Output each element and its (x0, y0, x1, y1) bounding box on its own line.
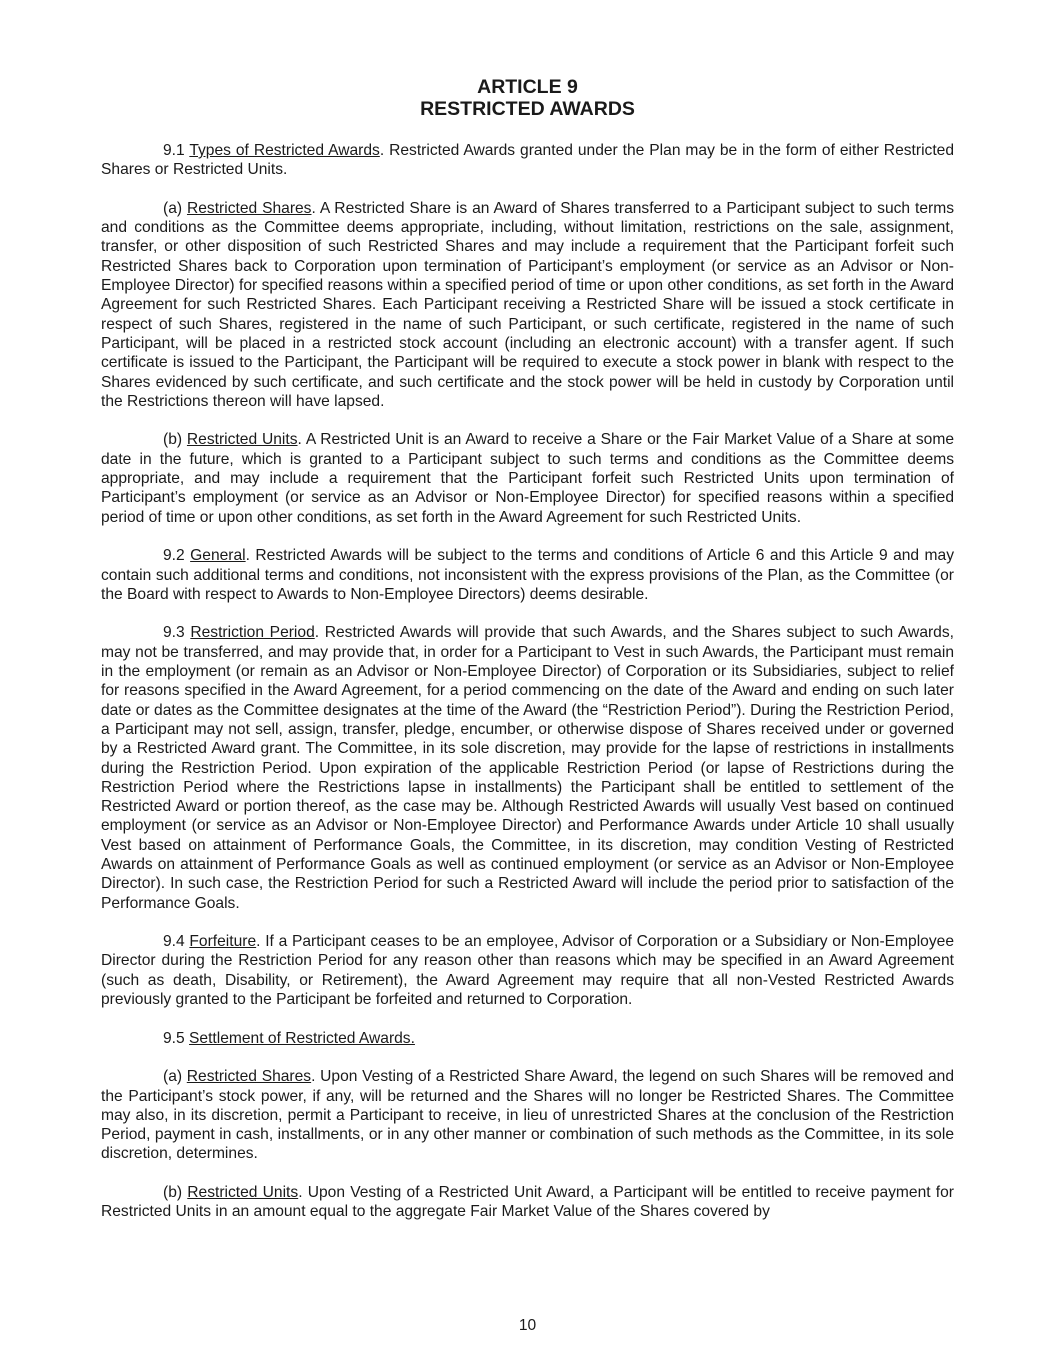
document-body (101, 141, 954, 1241)
section-text: . A Restricted Share is an Award of Shares transferred to a Participant subject to such terms and conditions as the Committee deems appropriate, including, without limitation, restrictions on the sale, assignment, transfer, or other disposition of such Restricted Shares and may include a requirement that the Participant forfeit such Restricted Shares back to Corporation upon termination of Participant’s employment (or service as an Advisor or Non-Employee Director) for specified reasons within a specified period of time or upon other conditions, as set forth in the Award Agreement for such Restricted Shares. Each Participant receiving a Restricted Share will be issued a stock certificate in respect of such Shares, registered in the name of such Participant, or such certificate, registered in the name of such Participant, will be placed in a restricted stock account (including an electronic account) with a transfer agent. If such certificate is issued to the Participant, the Participant will be required to execute a stock power in blank with respect to the Shares evidenced by such certificate, and such certificate and the stock power will be held in custody by Corporation until the Restrictions thereon will have lapsed. (101, 199, 954, 410)
section-9-2-paragraph (101, 546, 954, 604)
section-number: (a) (163, 1068, 187, 1086)
article-number: ARTICLE 9 (477, 76, 578, 98)
section-heading: Forfeiture (189, 933, 257, 951)
section-9-5-a-paragraph (101, 1067, 954, 1163)
article-title: RESTRICTED AWARDS (420, 98, 635, 120)
section-9-1-a-paragraph (101, 199, 954, 411)
section-text: . Restricted Awards will be subject to the terms and conditions of Article 6 and this Article 9 and may contain such additional terms and conditions, not inconsistent with the express provisions of the Plan, as the Committee (or the Board with respect to Awards to Non-Employee Directors) deems desirable. (101, 547, 955, 603)
section-heading: Restricted Shares (186, 199, 312, 217)
section-number: 9.5 (163, 1029, 190, 1047)
section-number: (a) (163, 199, 187, 217)
section-number: 9.4 (163, 933, 190, 951)
section-9-5-b-paragraph (101, 1183, 954, 1222)
section-heading: General (190, 547, 246, 565)
section-9-3-paragraph (101, 623, 954, 912)
section-9-1-paragraph (101, 141, 954, 180)
section-number: 9.1 (163, 142, 190, 159)
section-9-1-b-paragraph (101, 430, 954, 526)
section-text: . Upon Vesting of a Restricted Share Award, the legend on such Shares will be removed and the Participant’s stock power, if any, will be returned and the Shares will no longer be Restricted Shares. The Committee may also, in its discretion, permit a Participant to receive, in lieu of unrestricted Shares at the conclusion of the Restriction Period, payment in cash, installments, or in any other manner or combination of such methods as the Committee, in its sole discretion, determines. (101, 1068, 955, 1163)
section-9-5-paragraph (101, 1029, 954, 1048)
section-9-4-paragraph (101, 932, 954, 1009)
section-text: . Restricted Awards will provide that such Awards, and the Shares subject to such Awards, may not be transferred, and may provide that, in order for a Participant to Vest in such Awards, the Participant must remain in the employment (or remain as an Advisor or Non-Employee Director) of Corporation or its Subsidiaries, subject to relief for reasons specified in the Award Agreement, for a period commencing on the date of the Award and ending on such later date or dates as the Committee designates at the time of the Award (the “Restriction Period”). During the Restriction Period, a Participant may not sell, assign, transfer, pledge, encumber, or otherwise dispose of Shares received under or governed by a Restricted Award grant. The Committee, in its sole discretion, may provide for the lapse of restrictions in installments during the Restriction Period. Upon expiration of the applicable Restriction Period (or lapse of Restrictions during the Restriction Period where the Restrictions lapse in installments) the Participant shall be entitled to settlement of the Restricted Award or portion thereof, as the case may be. Although Restricted Awards will usually Vest based on continued employment (or service as an Advisor or Non-Employee Director) and Performance Awards under Article 10 shall usually Vest based on attainment of Performance Goals, the Committee, in its discretion, may condition Vesting of Restricted Awards on attainment of Performance Goals as well as continued employment (or service as an Advisor or Non-Employee Director). In such case, the Restriction Period for such a Restricted Award will include the period prior to satisfaction of the Performance Goals. (101, 624, 954, 912)
section-heading: Restricted Units (186, 431, 298, 449)
section-number: 9.2 (163, 547, 191, 565)
section-number: (b) (163, 431, 187, 449)
section-heading: Restricted Units (187, 1184, 299, 1202)
section-text: . A Restricted Unit is an Award to receive a Share or the Fair Market Value of a Share at some date in the future, which is granted to a Participant subject to such terms and conditions as the Committee deems appropriate, and may include a requirement that the Participant forfeit such Restricted Units upon termination of Participant’s employment (or service as an Advisor or Non-Employee Director) for specified reasons within a specified period of time or upon other conditions, as set forth in the Award Agreement for such Restricted Units. (101, 431, 955, 526)
section-heading: Types of Restricted Awards (189, 142, 380, 159)
section-heading: Settlement of Restricted Awards. (189, 1029, 415, 1047)
section-number: 9.3 (163, 624, 191, 642)
section-heading: Restricted Shares (186, 1068, 312, 1086)
section-text: . Restricted Awards granted under the Plan may be in the form of either Restricted Shares or Restricted Units. (101, 142, 955, 179)
section-text: . Upon Vesting of a Restricted Unit Award, a Participant will be entitled to receive payment for Restricted Units in an amount equal to the aggregate Fair Market Value of the Shares covered by (101, 1184, 954, 1221)
section-heading: Restriction Period (190, 624, 315, 642)
section-text: . If a Participant ceases to be an employee, Advisor of Corporation or a Subsidiary or Non-Employee Director during the Restriction Period for any reason other than reasons which may be specified in an Award Agreement (such as death, Disability, or Retirement), the Award Agreement may require that all non-Vested Restricted Awards previously granted to the Participant be forfeited and returned to Corporation. (101, 933, 955, 1009)
page-number: 10 (518, 1317, 537, 1334)
section-number: (b) (163, 1184, 188, 1202)
